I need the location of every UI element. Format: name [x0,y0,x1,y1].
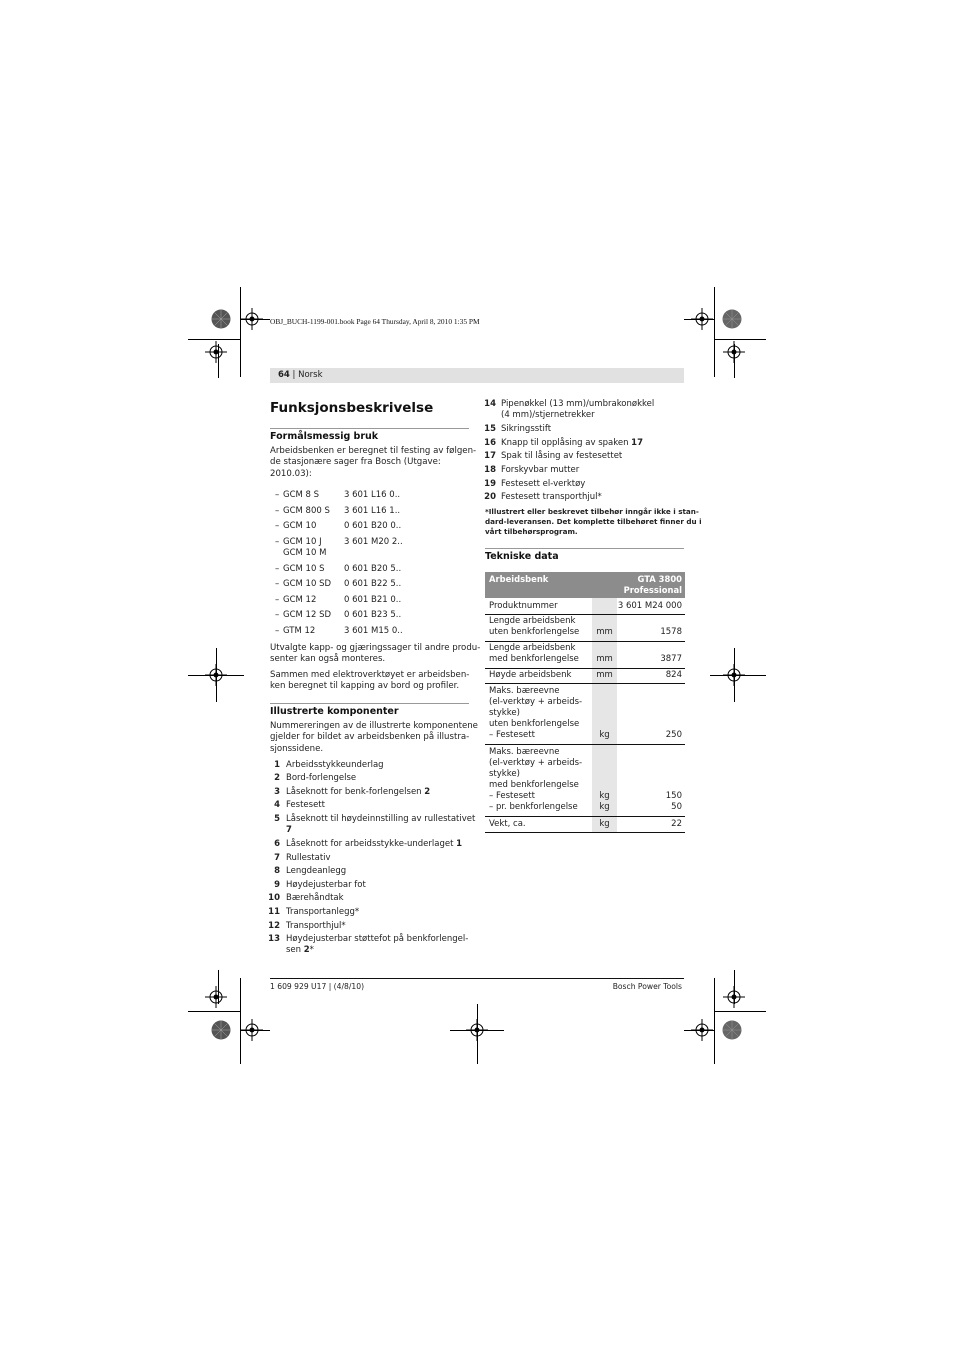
list-item: – GCM 10 J 3 601 M20 2.. GCM 10 M [275,537,403,558]
list-item: – GCM 8 S 3 601 L16 0.. [275,490,401,500]
color-rose-icon [722,1020,742,1040]
color-rose-icon [211,1020,231,1040]
list-item: – GCM 10 SD 0 601 B22 5.. [275,579,402,589]
color-rose-icon [722,309,742,329]
color-rose-icon [211,309,231,329]
section-heading-components: Illustrerte komponenter [270,706,399,717]
paragraph: Utvalgte kapp- og gjæringssager til andre produ- senter kan også monteres. [270,643,481,665]
table-header-cell: Professional [623,585,682,595]
page-header [270,368,684,383]
footnote: *Illustrert eller beskrevet tilbehør inngår ikke i stan- dard-leveransen. Det komplette tilbehøret finner du i vårt tilbehørsprogram. [485,507,702,536]
intended-use-intro: Arbeidsbenken er beregnet til festing av følgen- de stasjonære sager fra Bosch (Utgave: 2010.03): [270,446,477,479]
header-language: Norsk [298,370,323,380]
registration-mark-icon [205,341,227,363]
list-item: – GCM 12 0 601 B21 0.. [275,595,402,605]
table-header-cell: Arbeidsbenk [489,574,549,584]
registration-mark-icon [205,986,227,1008]
list-item: – GCM 12 SD 0 601 B23 5.. [275,610,402,620]
table-header-cell: GTA 3800 [637,574,682,584]
file-header: OBJ_BUCH-1199-001.book Page 64 Thursday, April 8, 2010 1:35 PM [270,317,480,326]
table-header [485,572,685,598]
page-number: 64 [278,370,290,380]
section-heading-tech-data: Tekniske data [485,551,559,562]
list-item: – GTM 12 3 601 M15 0.. [275,626,403,636]
list-item: – GCM 800 S 3 601 L16 1.. [275,506,401,516]
footer-left: 1 609 929 U17 | (4/8/10) [270,982,365,991]
footer-right: Bosch Power Tools [612,982,682,991]
list-item: – GCM 10 0 601 B20 0.. [275,521,402,531]
section-heading-intended-use: Formålsmessig bruk [270,431,379,442]
components-intro: Nummereringen av de illustrerte komponentene gjelder for bildet av arbeidsbenken på illustra- sjonssidene. [270,721,478,754]
page-title: Funksjonsbeskrivelse [270,400,434,416]
list-item: – GCM 10 S 0 601 B20 5.. [275,564,402,574]
paragraph: Sammen med elektroverktøyet er arbeidsben- ken beregnet til kapping av bord og profiler. [270,670,470,692]
header-separator: | [292,370,296,380]
